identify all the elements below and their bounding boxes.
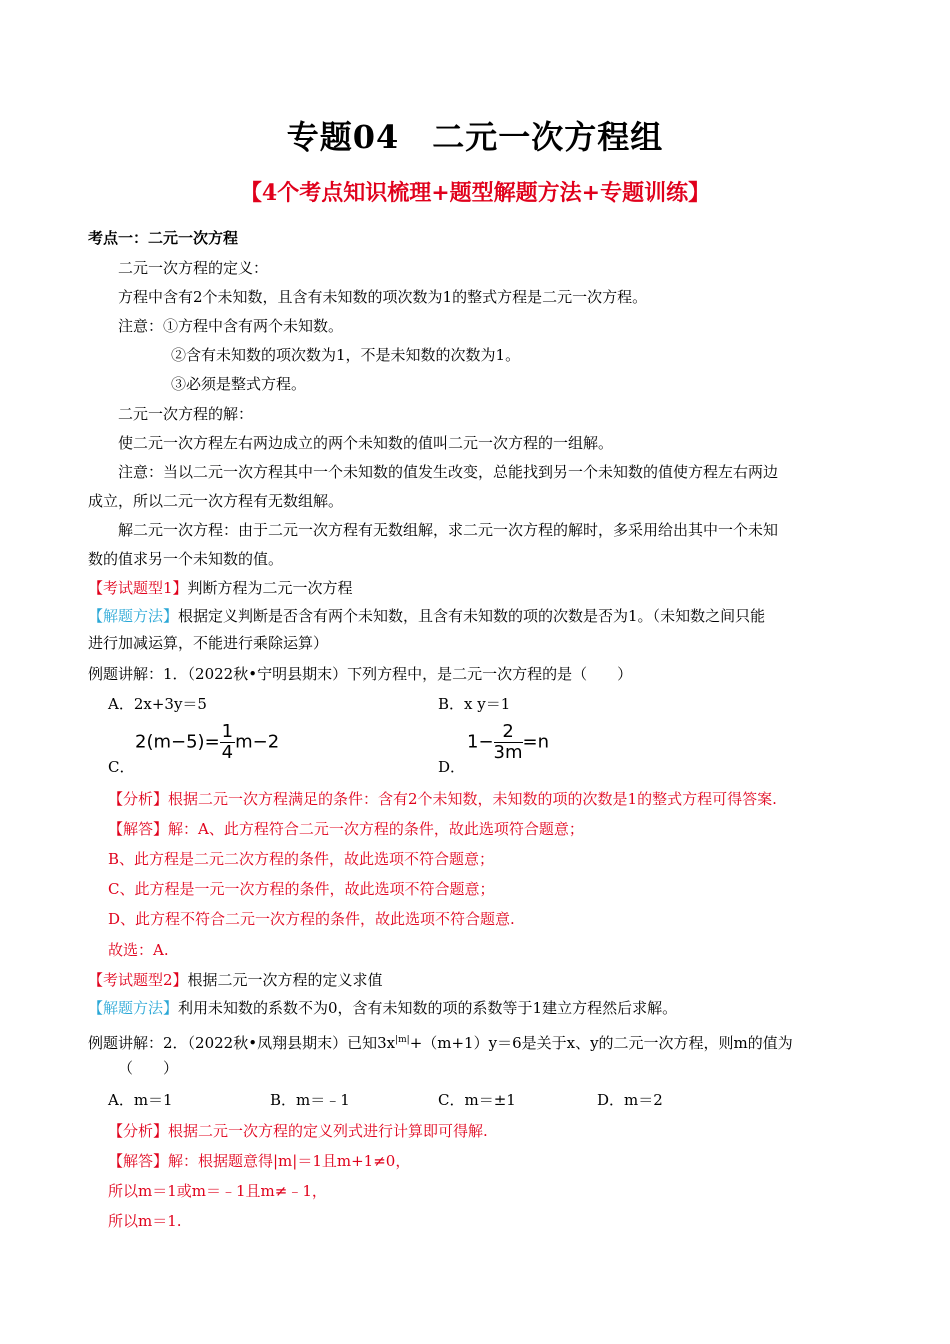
note-1 — [118, 316, 343, 336]
method-1-tag: 【解题方法】 — [88, 607, 179, 625]
method-1-line2: 进行加减运算，不能进行乘除运算） — [88, 634, 329, 652]
answer-1-choice: 故选：A. — [108, 941, 169, 959]
analysis-1: 【分析】根据二元一次方程满足的条件：含有2个未知数，未知数的项的次数是1的整式方程可得答案. — [108, 790, 777, 808]
exam-type-1-tag: 【考试题型1】 — [88, 579, 188, 597]
method-1-line1 — [88, 606, 765, 626]
example-1-option-c-label: C． — [108, 758, 135, 776]
option-c-denominator: 4 — [221, 742, 234, 763]
method-2 — [88, 998, 677, 1018]
option-d-fraction — [494, 722, 523, 763]
answer-1-line4: D、此方程不符合二元一次方程的条件，故此选项不符合题意. — [108, 910, 515, 928]
note-1-text: ①方程中含有两个未知数。 — [163, 317, 344, 335]
document-title: 专题04 二元一次方程组 — [286, 118, 664, 156]
solving-method-line1: 解二元一次方程：由于二元一次方程有无数组解，求二元一次方程的解时，多采用给出其中一个未知 — [118, 521, 779, 539]
note-label: 注意： — [118, 317, 164, 335]
exam-type-2-text: 根据二元一次方程的定义求值 — [187, 971, 383, 989]
example-1-option-c-formula — [135, 722, 279, 763]
solution-note-line2: 成立，所以二元一次方程有无数组解。 — [88, 492, 344, 510]
example-1: 例题讲解：1．（2022秋•宁明县期末）下列方程中，是二元一次方程的是（ ） — [88, 665, 633, 683]
option-d-numerator: 2 — [494, 722, 523, 743]
solution-heading: 二元一次方程的解： — [118, 405, 254, 423]
solving-method-line2: 数的值求另一个未知数的值。 — [88, 550, 284, 568]
method-2-tag: 【解题方法】 — [88, 999, 179, 1017]
method-1-text: 根据定义判断是否含有两个未知数，且含有未知数的项的次数是否为1。（未知数之间只能 — [178, 607, 766, 625]
example-1-option-d-label: D． — [438, 758, 466, 776]
example-2-option-a: A．m＝1 — [108, 1091, 173, 1109]
option-d-right: =n — [522, 731, 550, 753]
solution-definition: 使二元一次方程左右两边成立的两个未知数的值叫二元一次方程的一组解。 — [118, 434, 614, 452]
exam-type-1 — [88, 578, 353, 598]
answer-2-line1: 【解答】解：根据题意得|m|＝1且m+1≠0， — [108, 1152, 411, 1170]
example-2 — [88, 1030, 793, 1053]
example-2-option-c: C．m＝±1 — [438, 1091, 516, 1109]
example-2-paren: （ ） — [118, 1059, 179, 1077]
example-1-option-d-formula — [467, 722, 549, 763]
definition-heading: 二元一次方程的定义： — [118, 259, 269, 277]
example-2-option-b: B．m＝﹣1 — [270, 1091, 350, 1109]
option-c-left: 2(m−5)= — [135, 731, 220, 753]
example-2-pre: 例题讲解：2．（2022秋•凤翔县期末）已知3x — [88, 1034, 396, 1052]
option-d-denominator: 3m — [493, 742, 523, 763]
option-c-numerator: 1 — [221, 721, 234, 742]
option-c-right: m−2 — [235, 731, 280, 753]
option-c-fraction — [220, 722, 235, 763]
document-subtitle: 【4个考点知识梳理+题型解题方法+专题训练】 — [239, 180, 711, 206]
definition-text: 方程中含有2个未知数，且含有未知数的项次数为1的整式方程是二元一次方程。 — [118, 288, 648, 306]
method-2-text: 利用未知数的系数不为0，含有未知数的项的系数等于1建立方程然后求解。 — [178, 999, 678, 1017]
answer-1-line2: B、此方程是二元二次方程的条件，故此选项不符合题意； — [108, 850, 495, 868]
option-d-left: 1− — [467, 731, 494, 753]
example-1-option-b: B．x y＝1 — [438, 695, 511, 713]
answer-1-line1: 【解答】解：A、此方程符合二元一次方程的条件，故此选项符合题意； — [108, 820, 584, 838]
exam-type-2 — [88, 970, 383, 990]
analysis-2: 【分析】根据二元一次方程的定义列式进行计算即可得解. — [108, 1122, 488, 1140]
example-2-post: +（m+1）y＝6是关于x、y的二元一次方程，则m的值为 — [409, 1034, 793, 1052]
section-heading: 考点一：二元一次方程 — [88, 229, 239, 247]
answer-2-line2: 所以m＝1或m＝﹣1且m≠﹣1， — [108, 1182, 327, 1200]
example-2-exponent: |m| — [395, 1035, 410, 1045]
exam-type-1-text: 判断方程为二元一次方程 — [187, 579, 353, 597]
solution-note-line1: 注意：当以二元一次方程其中一个未知数的值发生改变，总能找到另一个未知数的值使方程左右两边 — [118, 463, 779, 481]
exam-type-2-tag: 【考试题型2】 — [88, 971, 188, 989]
answer-1-line3: C、此方程是一元一次方程的条件，故此选项不符合题意； — [108, 880, 495, 898]
example-1-option-a: A．2x+3y＝5 — [108, 695, 207, 713]
note-2: ②含有未知数的项次数为1，不是未知数的次数为1。 — [171, 346, 521, 364]
example-2-option-d: D．m＝2 — [597, 1091, 663, 1109]
answer-2-line3: 所以m＝1. — [108, 1212, 182, 1230]
note-3: ③必须是整式方程。 — [171, 375, 307, 393]
